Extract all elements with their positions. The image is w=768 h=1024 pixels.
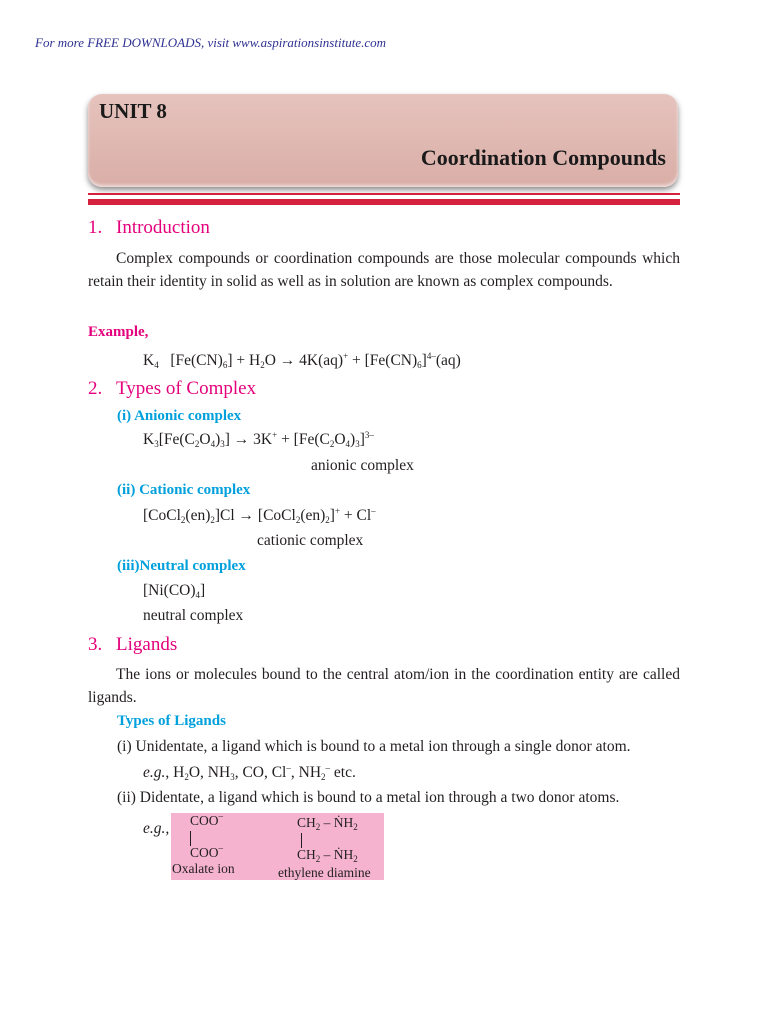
section-types-heading [88,378,256,400]
neutral-label: (iii)Neutral complex [117,558,246,574]
unidentate-examples: e.g., $H_2O$, $NH_3$, CO, Cl–, $NH_2^-$ etc. [143,763,356,782]
en-bottom: $CH_2$ – $ṄH_2$ [297,847,358,864]
anionic-equation: $K_3[Fe(C_2O_4)_3] \to 3K^+ + [Fe(C_2O_4)_3]^{3-}$ [143,430,374,449]
cationic-equation: $[CoCl_2(en)_2]Cl$ → $[CoCl_2(en)_2]^+ + Cl^-$ [143,506,376,525]
en-top: $CH_2$ – $ṄH_2$ [297,815,358,832]
download-note: For more FREE DOWNLOADS, visit www.aspirationsinstitute.com [35,35,386,50]
section-title: Types of Complex [116,378,257,399]
unit-number: UNIT 8 [99,99,167,123]
section-number: 3. [88,634,103,655]
unit-banner [88,94,678,187]
anionic-caption: anionic complex [311,457,414,474]
chapter-title: Coordination Compounds [420,145,666,170]
types-of-ligands-label: Types of Ligands [117,713,226,729]
ligands-paragraph: The ions or molecules bound to the central atom/ion in the coordination entity are called ligands. [88,666,680,706]
example-label: Example, [88,324,149,340]
neutral-caption: neutral complex [143,607,244,624]
example-equation: $K_4$ $[Fe(CN)_6] + H_2O \to 4K(aq)^+ + [Fe(CN)_6]^{4-}(aq)$ [143,351,461,370]
anionic-label: (i) Anionic complex [117,408,242,424]
section-title: Ligands [116,634,178,655]
didentate-text: (ii) Didentate, a ligand which is bound to a metal ion through a two donor atoms. [117,789,620,806]
en-bond [301,833,302,848]
section-ligands-heading [88,634,177,656]
section-title: Introduction [116,217,210,238]
cationic-caption: cationic complex [257,532,364,549]
oxalate-bottom: COO– [190,843,224,860]
unidentate-text: (i) Unidentate, a ligand which is bound to a metal ion through a single donor atom. [117,738,631,755]
didentate-eg: e.g., [143,820,170,837]
neutral-formula: $[Ni(CO)_4]$ [143,582,206,600]
introduction-paragraph: Complex compounds or coordination compounds are those molecular compounds which retain their identity in solid as well as in solution are known as complex compounds. [88,250,680,290]
divider-thin [88,193,680,195]
section-number: 2. [88,378,103,399]
oxalate-top: COO– [190,811,224,828]
oxalate-caption: Oxalate ion [172,861,235,876]
section-introduction-heading [88,217,210,239]
divider-thick [88,199,680,205]
oxalate-bond [190,831,191,846]
cationic-label: (ii) Cationic complex [117,482,251,498]
en-caption: ethylene diamine [278,865,371,880]
section-number: 1. [88,217,103,238]
